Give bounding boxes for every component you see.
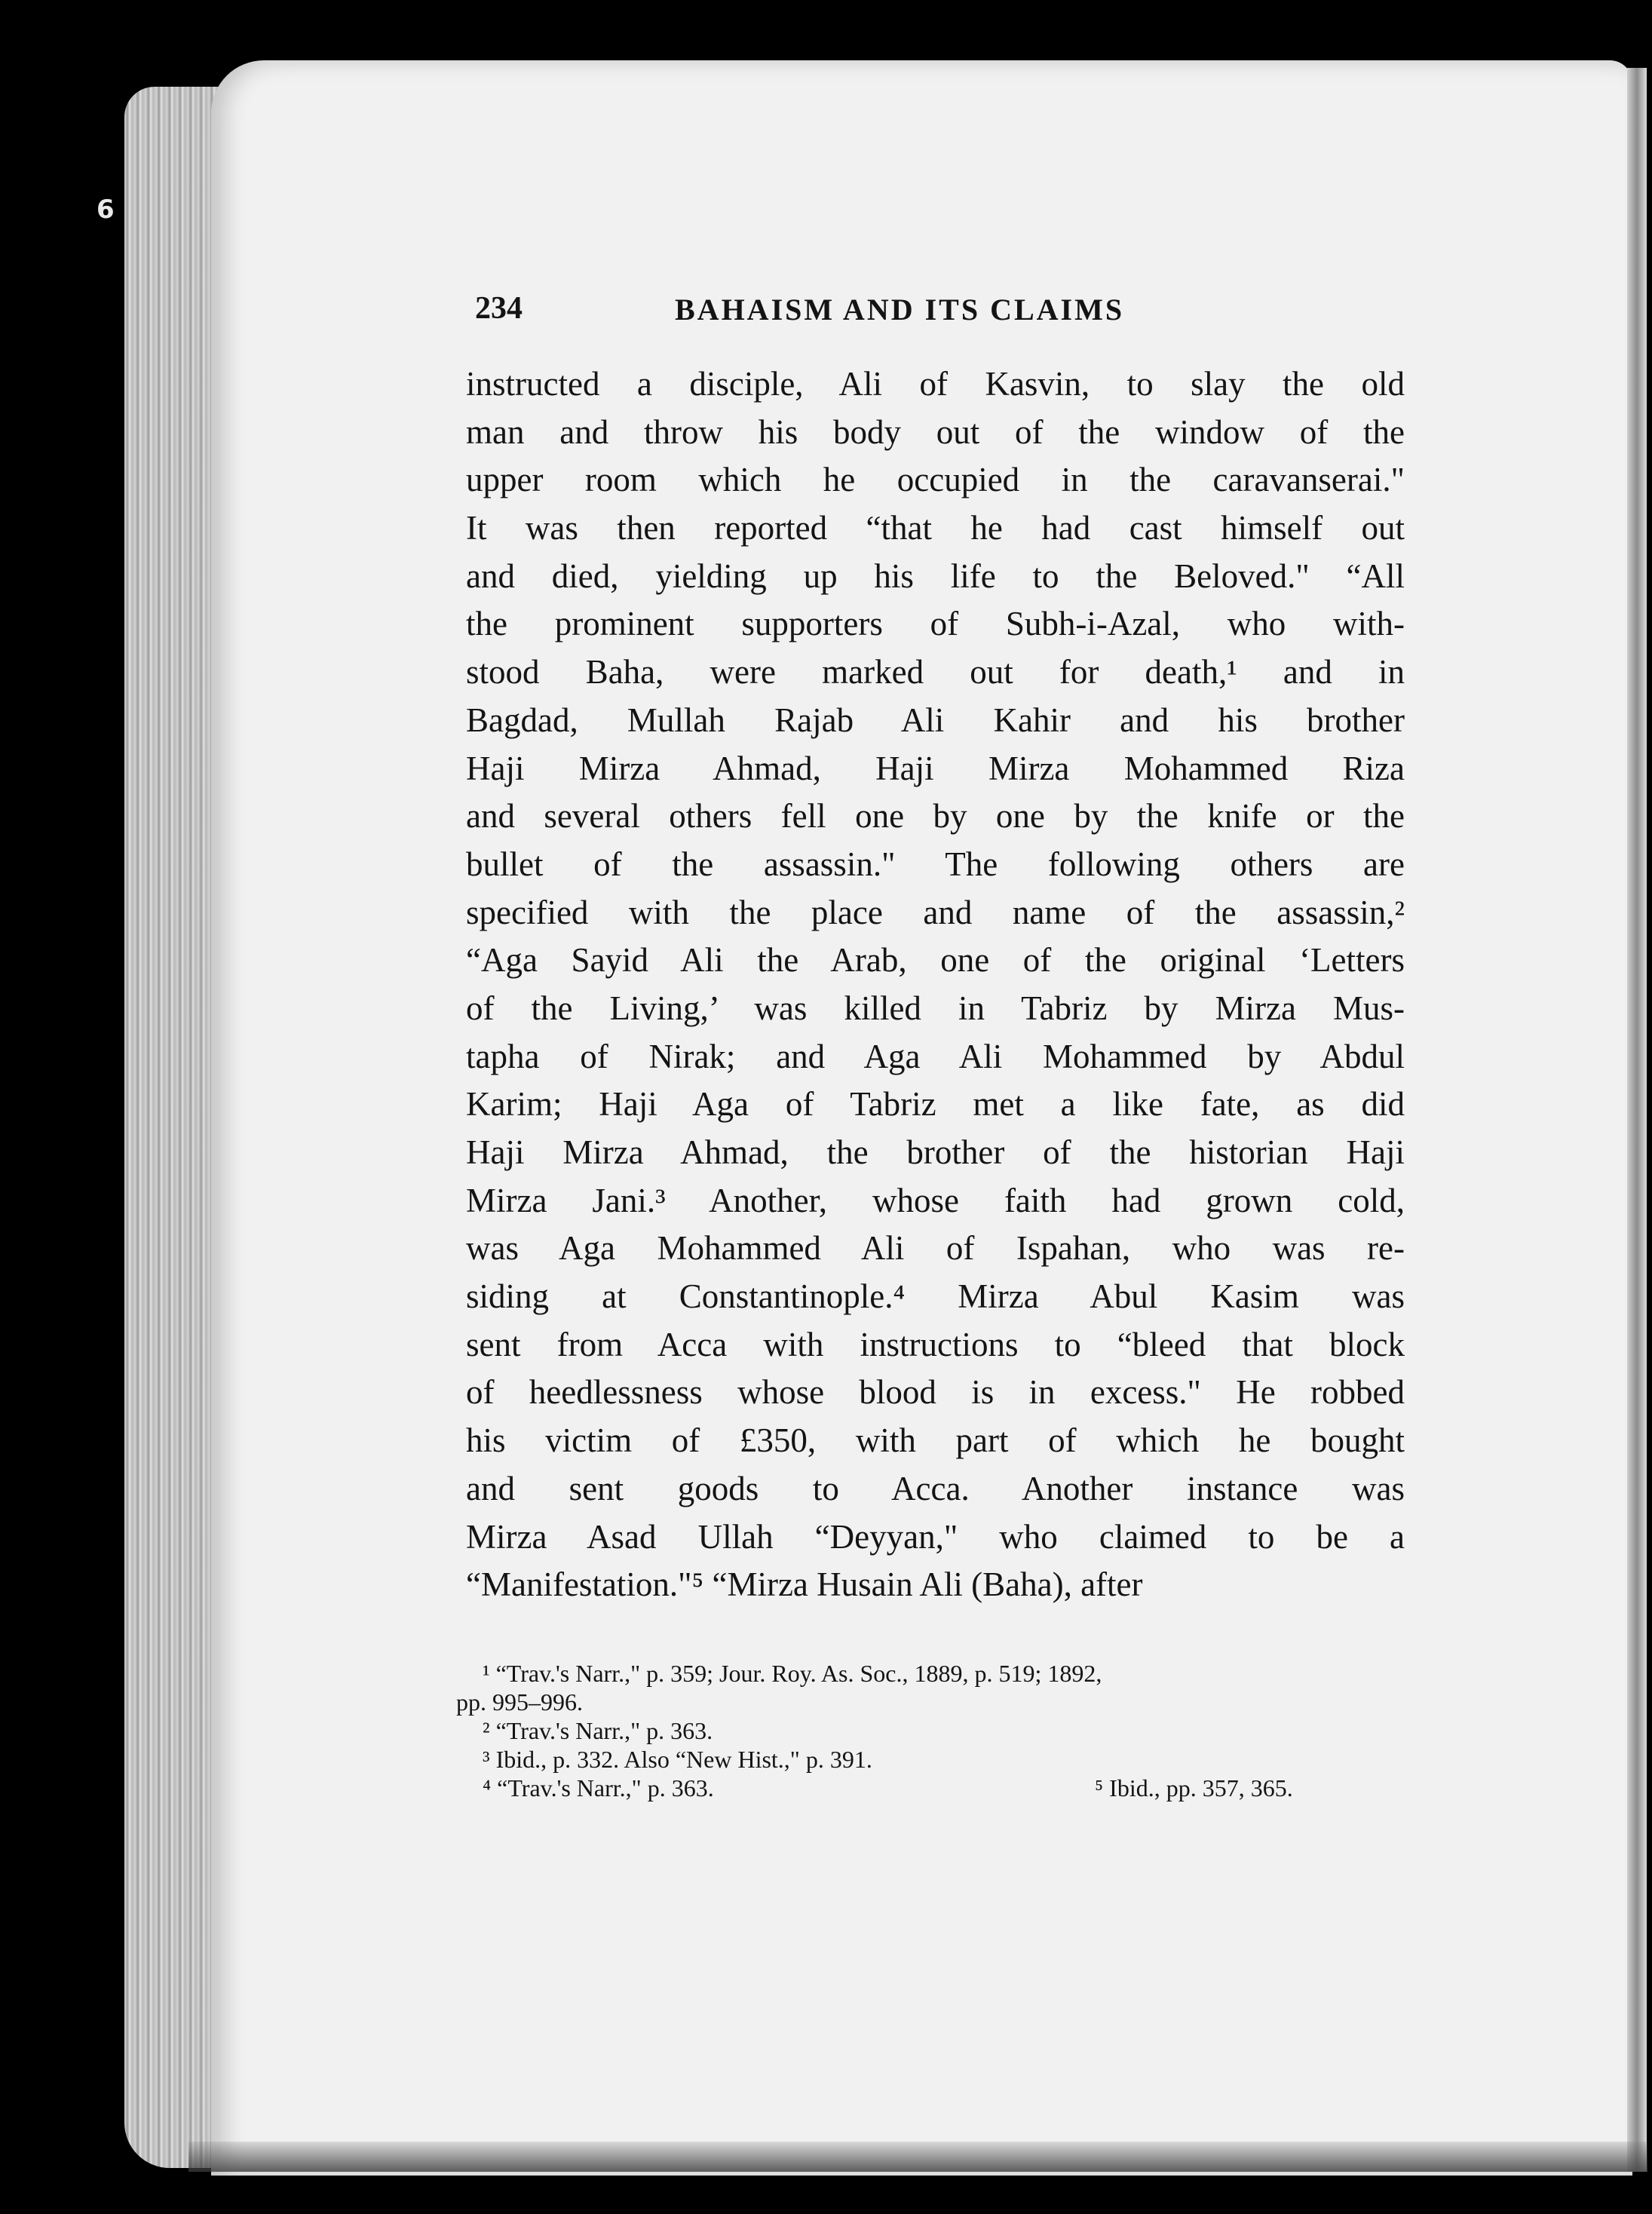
margin-mark: 6 <box>97 195 115 225</box>
text-line: “Aga Sayid Ali the Arab, one of the original ‘Letters <box>466 941 1405 980</box>
footnote-4-row <box>456 1774 1406 1802</box>
body-text <box>466 360 1405 1609</box>
text-line: of the Living,’ was killed in Tabriz by Mirza Mus- <box>466 989 1405 1027</box>
footnote-1: ¹ “Trav.'s Narr.," p. 359; Jour. Roy. As. Soc., 1889, p. 519; 1892, <box>483 1660 1102 1687</box>
text-line: his victim of £350, with part of which he bought <box>466 1421 1405 1460</box>
footnote-2: ² “Trav.'s Narr.," p. 363. <box>483 1717 713 1744</box>
text-line: sent from Acca with instructions to “bleed that block <box>466 1325 1405 1363</box>
text-line: Karim; Haji Aga of Tabriz met a like fate, as did <box>466 1085 1405 1124</box>
page-bottom-shadow <box>188 2142 1647 2172</box>
text-line: upper room which he occupied in the caravanserai." <box>466 461 1405 499</box>
text-line: tapha of Nirak; and Aga Ali Mohammed by Abdul <box>466 1037 1405 1075</box>
text-line: man and throw his body out of the window of the <box>466 412 1405 451</box>
page-edge-right <box>1627 68 1647 2172</box>
footnote-5: ⁵ Ibid., pp. 357, 365. <box>1095 1774 1293 1802</box>
text-line: of heedlessness whose blood is in excess." He robbed <box>466 1373 1405 1412</box>
text-line: Bagdad, Mullah Rajab Ali Kahir and his brother <box>466 701 1405 739</box>
text-line: bullet of the assassin." The following others are <box>466 845 1405 883</box>
footnotes <box>456 1659 1406 1802</box>
footnote-4: ⁴ “Trav.'s Narr.," p. 363. <box>483 1774 714 1802</box>
text-line: Mirza Asad Ullah “Deyyan," who claimed to be a <box>466 1517 1405 1556</box>
text-line: It was then reported “that he had cast himself out <box>466 509 1405 547</box>
text-line: instructed a disciple, Ali of Kasvin, to slay the old <box>466 365 1405 403</box>
text-line: the prominent supporters of Subh-i-Azal, who with- <box>466 605 1405 643</box>
page-header <box>475 290 1229 336</box>
text-line: specified with the place and name of the assassin,² <box>466 893 1405 931</box>
text-line: Haji Mirza Ahmad, the brother of the historian Haji <box>466 1133 1405 1171</box>
text-line: and died, yielding up his life to the Beloved." “All <box>466 557 1405 595</box>
text-line: “Manifestation."⁵ “Mirza Husain Ali (Baha), after <box>466 1565 1143 1604</box>
text-line: and sent goods to Acca. Another instance was <box>466 1469 1405 1507</box>
running-title: BAHAISM AND ITS CLAIMS <box>675 293 1125 327</box>
page-number: 234 <box>475 291 523 326</box>
footnote-3: ³ Ibid., p. 332. Also “New Hist.," p. 391. <box>483 1746 872 1773</box>
footnote-1-continued: pp. 995–996. <box>456 1688 583 1716</box>
text-line: and several others fell one by one by the knife or the <box>466 797 1405 836</box>
text-line: stood Baha, were marked out for death,¹ and in <box>466 653 1405 691</box>
text-line: siding at Constantinople.⁴ Mirza Abul Kasim was <box>466 1277 1405 1316</box>
text-line: Mirza Jani.³ Another, whose faith had grown cold, <box>466 1181 1405 1219</box>
text-line: was Aga Mohammed Ali of Ispahan, who was re- <box>466 1229 1405 1268</box>
page-edges-left <box>124 87 222 2168</box>
text-line: Haji Mirza Ahmad, Haji Mirza Mohammed Riza <box>466 749 1405 787</box>
